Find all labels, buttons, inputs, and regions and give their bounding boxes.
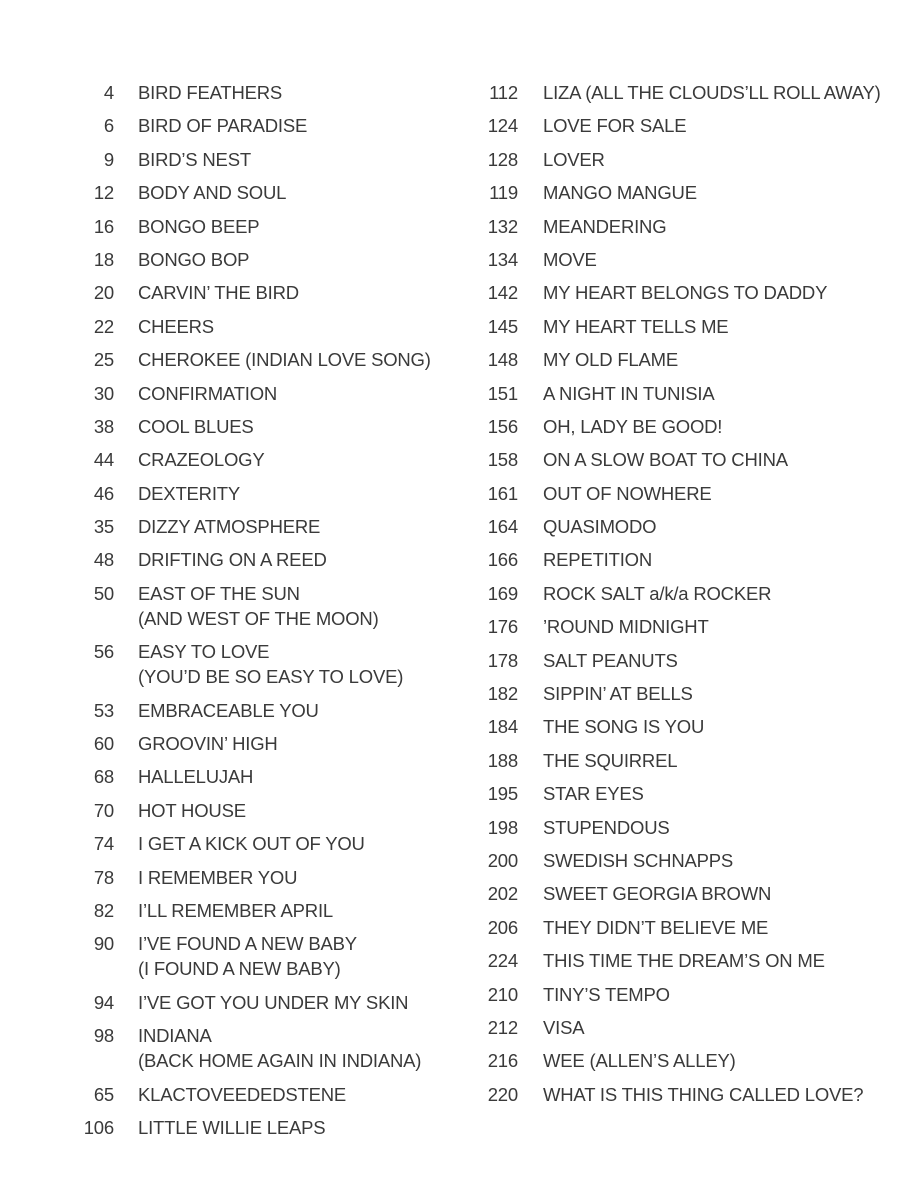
page-number: 6 — [103, 115, 114, 137]
song-title: EMBRACEABLE YOU — [138, 699, 319, 721]
song-title: BONGO BEEP — [138, 215, 260, 237]
song-title: HOT HOUSE — [138, 799, 246, 821]
contents-entry — [60, 698, 460, 723]
song-title: I REMEMBER YOU — [138, 866, 298, 888]
contents-entry — [468, 547, 888, 572]
song-title: I’VE FOUND A NEW BABY (I FOUND A NEW BABY) — [138, 933, 357, 980]
song-title: BIRD’S NEST — [138, 148, 251, 170]
contents-entry — [60, 381, 460, 406]
song-title: CRAZEOLOGY — [138, 449, 265, 471]
song-title: LIZA (ALL THE CLOUDS’LL ROLL AWAY) — [543, 82, 881, 103]
page-number: 56 — [93, 641, 114, 663]
page-number: 206 — [487, 916, 518, 938]
page-number: 134 — [487, 248, 518, 270]
page-number: 25 — [93, 349, 114, 371]
page-number: 90 — [93, 933, 114, 955]
contents-entry — [468, 147, 888, 172]
page-number: 53 — [93, 699, 114, 721]
contents-entry — [60, 147, 460, 172]
song-title: THE SONG IS YOU — [543, 716, 705, 738]
contents-entry — [468, 948, 888, 973]
contents-entry — [60, 581, 460, 631]
song-title: SALT PEANUTS — [543, 649, 678, 671]
song-title: MY OLD FLAME — [543, 349, 679, 371]
song-title: REPETITION — [543, 549, 653, 571]
song-title: STUPENDOUS — [543, 816, 670, 838]
song-title: EAST OF THE SUN (AND WEST OF THE MOON) — [138, 582, 379, 629]
page-number: 212 — [487, 1016, 518, 1038]
page-number: 224 — [487, 950, 518, 972]
song-title: TINY’S TEMPO — [543, 983, 670, 1005]
page-number: 46 — [93, 482, 114, 504]
song-title: MY HEART TELLS ME — [543, 315, 729, 337]
contents-entry — [60, 1023, 460, 1073]
song-title: LOVE FOR SALE — [543, 115, 687, 137]
page-number: 106 — [83, 1116, 114, 1138]
song-title: BONGO BOP — [138, 248, 250, 270]
song-title: ROCK SALT a/k/a ROCKER — [543, 582, 772, 604]
contents-entry — [60, 280, 460, 305]
song-title: WHAT IS THIS THING CALLED LOVE? — [543, 1083, 864, 1105]
contents-entry — [468, 581, 888, 606]
song-title: LITTLE WILLIE LEAPS — [138, 1116, 326, 1138]
page-number: 220 — [487, 1083, 518, 1105]
page-number: 20 — [93, 282, 114, 304]
song-title: COOL BLUES — [138, 415, 254, 437]
page-number: 202 — [487, 883, 518, 905]
song-title: BIRD OF PARADISE — [138, 115, 308, 137]
song-title: HALLELUJAH — [138, 766, 254, 788]
song-title: ’ROUND MIDNIGHT — [543, 616, 709, 638]
page-number: 98 — [93, 1025, 114, 1047]
contents-entry — [60, 447, 460, 472]
page-number: 198 — [487, 816, 518, 838]
song-title: MOVE — [543, 248, 597, 270]
page-number: 22 — [93, 315, 114, 337]
contents-entry — [468, 881, 888, 906]
contents-entry — [60, 80, 460, 105]
song-title: BODY AND SOUL — [138, 182, 287, 204]
song-title: I GET A KICK OUT OF YOU — [138, 833, 365, 855]
page-number: 148 — [487, 349, 518, 371]
song-title: WEE (ALLEN’S ALLEY) — [543, 1050, 736, 1072]
song-title: VISA — [543, 1016, 585, 1038]
page-number: 176 — [487, 616, 518, 638]
page-number: 18 — [93, 248, 114, 270]
page-number: 50 — [93, 582, 114, 604]
contents-entry — [468, 214, 888, 239]
contents-entry — [468, 982, 888, 1007]
song-title: MEANDERING — [543, 215, 667, 237]
page-number: 158 — [487, 449, 518, 471]
contents-entry — [60, 1115, 460, 1140]
contents-entry — [468, 1048, 888, 1073]
contents-entry — [60, 731, 460, 756]
contents-entry — [60, 314, 460, 339]
song-title: CHEROKEE (INDIAN LOVE SONG) — [138, 349, 431, 371]
contents-entry — [60, 113, 460, 138]
page-number: 38 — [93, 415, 114, 437]
page-number: 184 — [487, 716, 518, 738]
page-number: 30 — [93, 382, 114, 404]
page-number: 16 — [93, 215, 114, 237]
page-number: 151 — [487, 382, 518, 404]
song-title: SWEET GEORGIA BROWN — [543, 883, 772, 905]
page-number: 132 — [487, 215, 518, 237]
page-number: 210 — [487, 983, 518, 1005]
contents-entry — [468, 1082, 888, 1107]
song-title: DEXTERITY — [138, 482, 241, 504]
page-number: 164 — [487, 516, 518, 538]
page-number: 4 — [103, 82, 114, 103]
song-title: STAR EYES — [543, 783, 644, 805]
contents-entry — [468, 314, 888, 339]
page-number: 188 — [487, 749, 518, 771]
song-title: MY HEART BELONGS TO DADDY — [543, 282, 828, 304]
page-number: 82 — [93, 899, 114, 921]
song-title: THIS TIME THE DREAM’S ON ME — [543, 950, 825, 972]
song-title: MANGO MANGUE — [543, 182, 697, 204]
page-number: 12 — [93, 182, 114, 204]
song-title: DIZZY ATMOSPHERE — [138, 516, 321, 538]
contents-entry — [468, 614, 888, 639]
contents-entry — [468, 180, 888, 205]
song-title: OH, LADY BE GOOD! — [543, 415, 723, 437]
contents-entry — [60, 1082, 460, 1107]
song-title: LOVER — [543, 148, 605, 170]
song-title: THE SQUIRREL — [543, 749, 678, 771]
contents-left-column — [60, 80, 460, 1148]
song-title: CONFIRMATION — [138, 382, 278, 404]
page-number: 74 — [93, 833, 114, 855]
contents-entry — [60, 547, 460, 572]
contents-entry — [60, 764, 460, 789]
contents-entry — [468, 113, 888, 138]
song-title: KLACTOVEEDEDSTENE — [138, 1083, 347, 1105]
contents-entry — [468, 514, 888, 539]
page-number: 156 — [487, 415, 518, 437]
song-title: GROOVIN’ HIGH — [138, 733, 278, 755]
page-number: 112 — [489, 82, 518, 103]
contents-entry — [468, 347, 888, 372]
contents-entry — [60, 865, 460, 890]
contents-entry — [60, 639, 460, 689]
contents-entry — [468, 915, 888, 940]
song-title: I’VE GOT YOU UNDER MY SKIN — [138, 991, 409, 1013]
contents-entry — [60, 898, 460, 923]
song-title: QUASIMODO — [543, 516, 657, 538]
song-title: INDIANA (BACK HOME AGAIN IN INDIANA) — [138, 1025, 422, 1072]
song-title: CHEERS — [138, 315, 214, 337]
contents-entry — [60, 990, 460, 1015]
page-number: 9 — [103, 148, 114, 170]
contents-entry — [468, 815, 888, 840]
song-title: THEY DIDN’T BELIEVE ME — [543, 916, 769, 938]
page-number: 78 — [93, 866, 114, 888]
page-number: 200 — [487, 849, 518, 871]
page-number: 195 — [487, 783, 518, 805]
contents-entry — [60, 831, 460, 856]
page-number: 70 — [93, 799, 114, 821]
contents-entry — [60, 347, 460, 372]
page-number: 68 — [93, 766, 114, 788]
song-title: EASY TO LOVE (YOU’D BE SO EASY TO LOVE) — [138, 641, 404, 688]
contents-entry — [468, 748, 888, 773]
page-number: 166 — [487, 549, 518, 571]
contents-entry — [468, 447, 888, 472]
page-number: 119 — [489, 182, 518, 204]
song-title: I’LL REMEMBER APRIL — [138, 899, 333, 921]
page-number: 94 — [93, 991, 114, 1013]
contents-entry — [468, 414, 888, 439]
contents-entry — [60, 214, 460, 239]
contents-entry — [468, 381, 888, 406]
contents-entry — [60, 798, 460, 823]
page-number: 145 — [487, 315, 518, 337]
contents-entry — [468, 681, 888, 706]
page-number: 124 — [487, 115, 518, 137]
contents-entry — [468, 280, 888, 305]
contents-right-column — [468, 80, 888, 1115]
contents-entry — [60, 931, 460, 981]
contents-entry — [468, 648, 888, 673]
song-title: A NIGHT IN TUNISIA — [543, 382, 715, 404]
page-number: 35 — [93, 516, 114, 538]
contents-entry — [60, 514, 460, 539]
song-title: DRIFTING ON A REED — [138, 549, 327, 571]
contents-entry — [468, 848, 888, 873]
page-number: 216 — [487, 1050, 518, 1072]
contents-entry — [60, 247, 460, 272]
song-title: BIRD FEATHERS — [138, 82, 283, 103]
page-number: 182 — [487, 683, 518, 705]
song-title: CARVIN’ THE BIRD — [138, 282, 299, 304]
song-title: SWEDISH SCHNAPPS — [543, 849, 734, 871]
page-number: 142 — [487, 282, 518, 304]
contents-entry — [60, 481, 460, 506]
song-title: SIPPIN’ AT BELLS — [543, 683, 693, 705]
page-number: 65 — [93, 1083, 114, 1105]
contents-entry — [60, 180, 460, 205]
page-number: 161 — [487, 482, 518, 504]
page-number: 44 — [93, 449, 114, 471]
page-number: 48 — [93, 549, 114, 571]
contents-entry — [468, 1015, 888, 1040]
song-title: ON A SLOW BOAT TO CHINA — [543, 449, 788, 471]
song-title: OUT OF NOWHERE — [543, 482, 712, 504]
page-number: 169 — [487, 582, 518, 604]
page-number: 60 — [93, 733, 114, 755]
contents-entry — [468, 247, 888, 272]
page-number: 178 — [487, 649, 518, 671]
contents-entry — [468, 80, 888, 105]
contents-entry — [468, 781, 888, 806]
contents-entry — [60, 414, 460, 439]
page-number: 128 — [487, 148, 518, 170]
contents-entry — [468, 714, 888, 739]
contents-entry — [468, 481, 888, 506]
